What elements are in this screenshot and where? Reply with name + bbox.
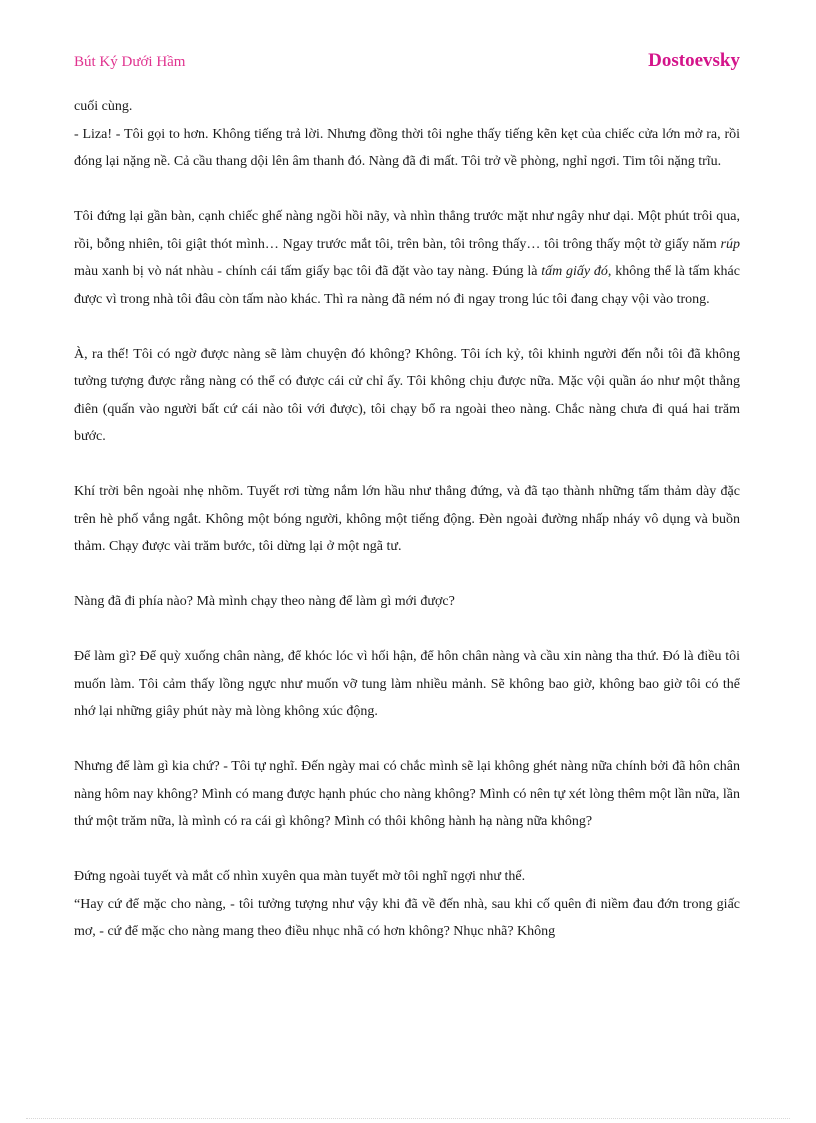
body-paragraph — [74, 478, 740, 561]
paragraph-text: Khí trời bên ngoài nhẹ nhõm. Tuyết rơi từng nắm lớn hầu như thẳng đứng, và đã tạo thành những tấm thảm dày đặc trên hè phố vắng ngắt. Không một bóng người, không một tiếng động. Đèn ngoài đường nhấp nháy vô dụng và buồn thảm. Chạy được vài trăm bước, tôi dừng lại ở một ngã tư. — [74, 484, 740, 554]
paragraph-text: À, ra thế! Tôi có ngờ được nàng sẽ làm chuyện đó không? Không. Tôi ích kỷ, tôi khinh người đến nỗi tôi đã không tưởng tượng được rằng nàng có thể có được cái cử chỉ ấy. Tôi không chịu được nữa. Mặc vội quần áo như một thằng điên (quấn vào người bất cứ cái nào tôi với được), tôi chạy bổ ra ngoài theo nàng. Chắc nàng chưa đi quá hai trăm bước. — [74, 346, 740, 444]
page-header — [74, 50, 740, 76]
body-paragraph — [74, 863, 740, 891]
paragraph-text: Để làm gì? Để quỳ xuống chân nàng, để khóc lóc vì hối hận, để hôn chân nàng và cầu xin nàng tha thứ. Đó là điều tôi muốn làm. Tôi cảm thấy lồng ngực như muốn vỡ tung làm nhiều mảnh. Sẽ không bao giờ, không bao giờ tôi có thể nhớ lại những giây phút này mà lòng không xúc động. — [74, 649, 740, 719]
body-paragraph — [74, 643, 740, 726]
paragraph-text: màu xanh bị vò nát nhàu - chính cái tấm giấy bạc tôi đã đặt vào tay nàng. Đúng là — [74, 264, 542, 279]
body-paragraph — [74, 341, 740, 451]
paragraph-text: , không thể là tấm khác được vì trong nhà tôi đâu còn tấm nào khác. Thì ra nàng đã ném nó đi ngay trong lúc tôi đang chạy vội vào trong. — [74, 264, 740, 307]
footer-divider — [26, 1118, 790, 1119]
author-name: Dostoevsky — [648, 50, 740, 71]
paragraph-text: Nhưng để làm gì kia chứ? - Tôi tự nghĩ. Đến ngày mai có chắc mình sẽ lại không ghét nàng nữa chính bởi đã hôn chân nàng hôm nay không? Mình có mang được hạnh phúc cho nàng không? Mình có nên tự xét lòng thêm một lần nữa, lần thứ một trăm nữa, là mình có ra cái gì không? Mình có thôi không hành hạ nàng nữa không? — [74, 759, 740, 829]
paragraph-text: Tôi đứng lại gần bàn, cạnh chiếc ghế nàng ngồi hồi nãy, và nhìn thẳng trước mặt như ngây như dại. Một phút trôi qua, rồi, bỗng nhiên, tôi giật thót mình… Ngay trước mắt tôi, trên bàn, tôi trông thấy… tôi trông thấy một tờ giấy năm — [74, 209, 740, 252]
emphasized-text: tấm giấy đó — [541, 264, 608, 279]
body-paragraph — [74, 93, 740, 121]
paragraph-text: Đứng ngoài tuyết và mắt cố nhìn xuyên qua màn tuyết mờ tôi nghĩ ngợi như thế. — [74, 869, 526, 884]
body-paragraph — [74, 203, 740, 313]
paragraph-text: Nàng đã đi phía nào? Mà mình chạy theo nàng để làm gì mới được? — [74, 594, 455, 609]
book-title: Bút Ký Dưới Hầm — [74, 54, 186, 70]
paragraph-text: “Hay cứ để mặc cho nàng, - tôi tưởng tượng như vậy khi đã về đến nhà, sau khi cố quên đi niềm đau đớn trong giấc mơ, - cứ để mặc cho nàng mang theo điều nhục nhã có hơn không? Nhục nhã? Không — [74, 896, 740, 939]
body-text — [74, 93, 740, 946]
paragraph-text: cuối cùng. — [74, 99, 133, 114]
body-paragraph — [74, 753, 740, 836]
body-paragraph — [74, 891, 740, 946]
emphasized-text: rúp — [720, 236, 740, 252]
paragraph-text: - Liza! - Tôi gọi to hơn. Không tiếng trả lời. Nhưng đồng thời tôi nghe thấy tiếng kẽn kẹt của chiếc cửa lớn mở ra, rồi đóng lại nặng nề. Cả cầu thang dội lên âm thanh đó. Nàng đã đi mất. Tôi trở về phòng, nghỉ ngơi. Tim tôi nặng trĩu. — [74, 126, 740, 169]
body-paragraph — [74, 588, 740, 616]
body-paragraph — [74, 121, 740, 176]
